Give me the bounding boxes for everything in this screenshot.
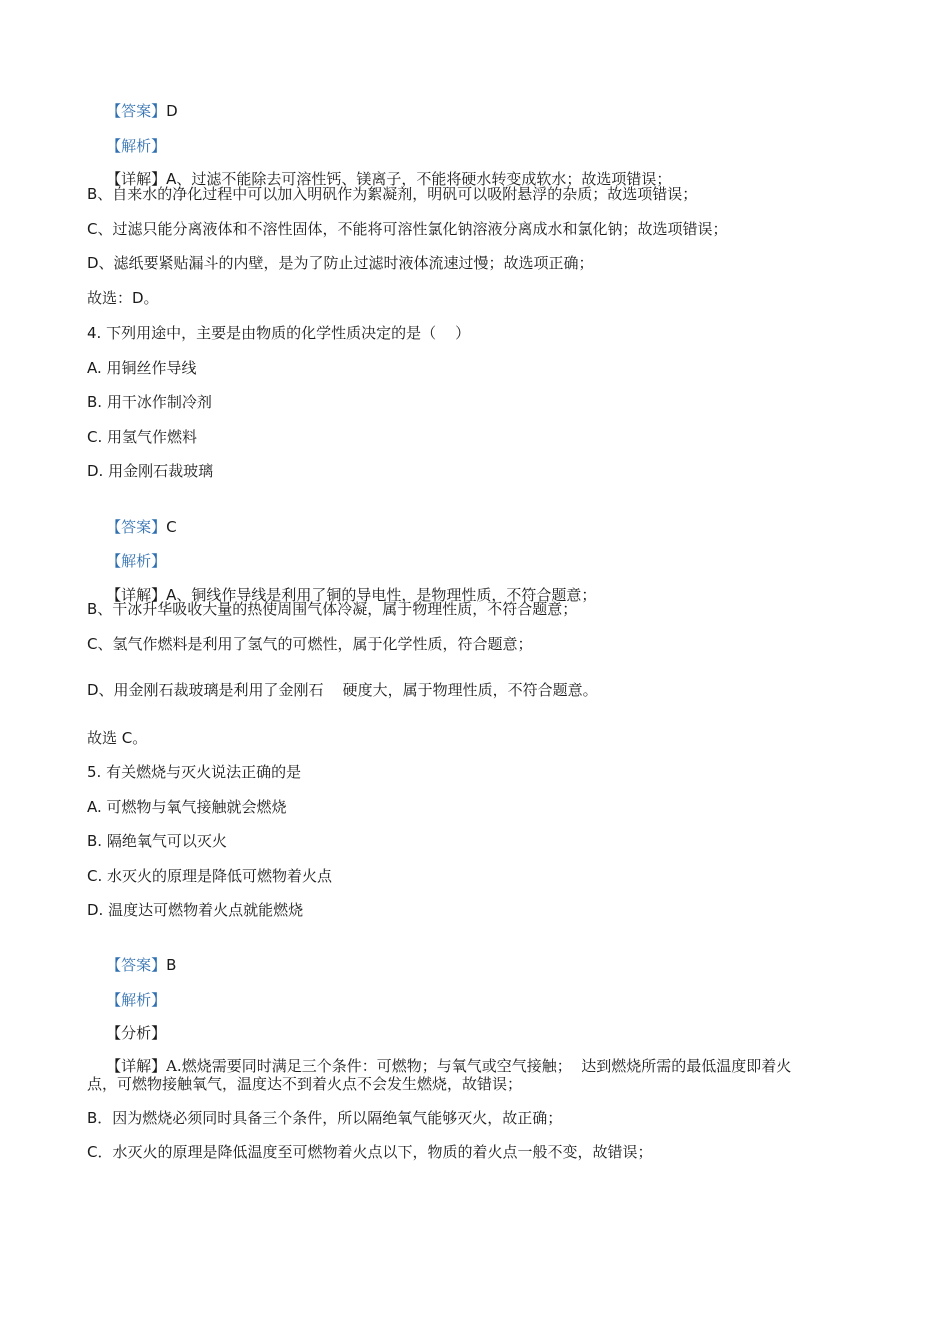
q5-option-d: D. 温度达可燃物着火点就能燃烧	[87, 901, 304, 919]
q3-detail-d: D、滤纸要紧贴漏斗的内壁，是为了防止过滤时液体流速过慢；故选项正确；	[87, 254, 594, 272]
q5-detail-c: C．水灭火的原理是降低温度至可燃物着火点以下，物质的着火点一般不变，故错误；	[87, 1143, 653, 1161]
q3-detail-a: 【详解】A、过滤不能除去可溶性钙、镁离子，不能将硬水转变成软水；故选项错误；	[106, 170, 672, 188]
q4-conclusion: 故选 C。	[87, 729, 148, 747]
q5-option-b: B. 隔绝氧气可以灭火	[87, 832, 227, 850]
q4-detail-d: D、用金刚石裁玻璃是利用了金刚石 硬度大，属于物理性质，不符合题意。	[87, 681, 598, 699]
q5-analysis-tag: 【解析】	[106, 991, 167, 1009]
q4-option-c: C. 用氢气作燃料	[87, 428, 198, 446]
q3-detail-b: B、自来水的净化过程中可以加入明矾作为絮凝剂，明矾可以吸附悬浮的杂质；故选项错误；	[87, 185, 698, 203]
q3-analysis-tag: 【解析】	[106, 137, 167, 155]
q3-detail-c: C、过滤只能分离液体和不溶性固体，不能将可溶性氯化钠溶液分离成水和氯化钠；故选项错误；	[87, 220, 728, 238]
answer-tag: 【答案】	[106, 518, 167, 536]
answer-value: B	[166, 956, 177, 974]
answer-value: C	[166, 518, 177, 536]
q4-option-a: A. 用铜丝作导线	[87, 359, 197, 377]
q5-detail-a-2: 点，可燃物接触氧气，温度达不到着火点不会发生燃烧，故错误；	[87, 1075, 523, 1093]
detail-tag: 【详解】	[106, 586, 167, 604]
q4-option-b: B. 用干冰作制冷剂	[87, 393, 212, 411]
q3-conclusion: 故选：D。	[87, 289, 159, 307]
q5-fenxi-tag: 【分析】	[106, 1024, 167, 1042]
q5-stem: 5. 有关燃烧与灭火说法正确的是	[87, 763, 302, 781]
answer-tag: 【答案】	[106, 956, 167, 974]
q5-detail-b: B．因为燃烧必须同时具备三个条件，所以隔绝氧气能够灭火，故正确；	[87, 1109, 563, 1127]
q4-stem: 4. 下列用途中，主要是由物质的化学性质决定的是（ ）	[87, 324, 471, 342]
q4-option-d: D. 用金刚石裁玻璃	[87, 462, 214, 480]
answer-value: D	[166, 102, 178, 120]
detail-tag: 【详解】	[106, 1057, 167, 1075]
q5-detail-a-1: 【详解】A.燃烧需要同时满足三个条件：可燃物；与氧气或空气接触； 达到燃烧所需的最低温度即着火	[106, 1057, 792, 1075]
q4-analysis-tag: 【解析】	[106, 552, 167, 570]
q5-option-a: A. 可燃物与氧气接触就会燃烧	[87, 798, 287, 816]
q4-detail-b: B、干冰升华吸收大量的热使周围气体冷凝，属于物理性质，不符合题意；	[87, 600, 578, 618]
option-label: A.	[166, 1057, 182, 1075]
detail-tag: 【详解】	[106, 170, 167, 188]
answer-tag: 【答案】	[106, 102, 167, 120]
q4-detail-a: 【详解】A、铜线作导线是利用了铜的导电性，是物理性质，不符合题意；	[106, 586, 597, 604]
q4-detail-c: C、氢气作燃料是利用了氢气的可燃性，属于化学性质，符合题意；	[87, 635, 533, 653]
q5-option-c: C. 水灭火的原理是降低可燃物着火点	[87, 867, 333, 885]
